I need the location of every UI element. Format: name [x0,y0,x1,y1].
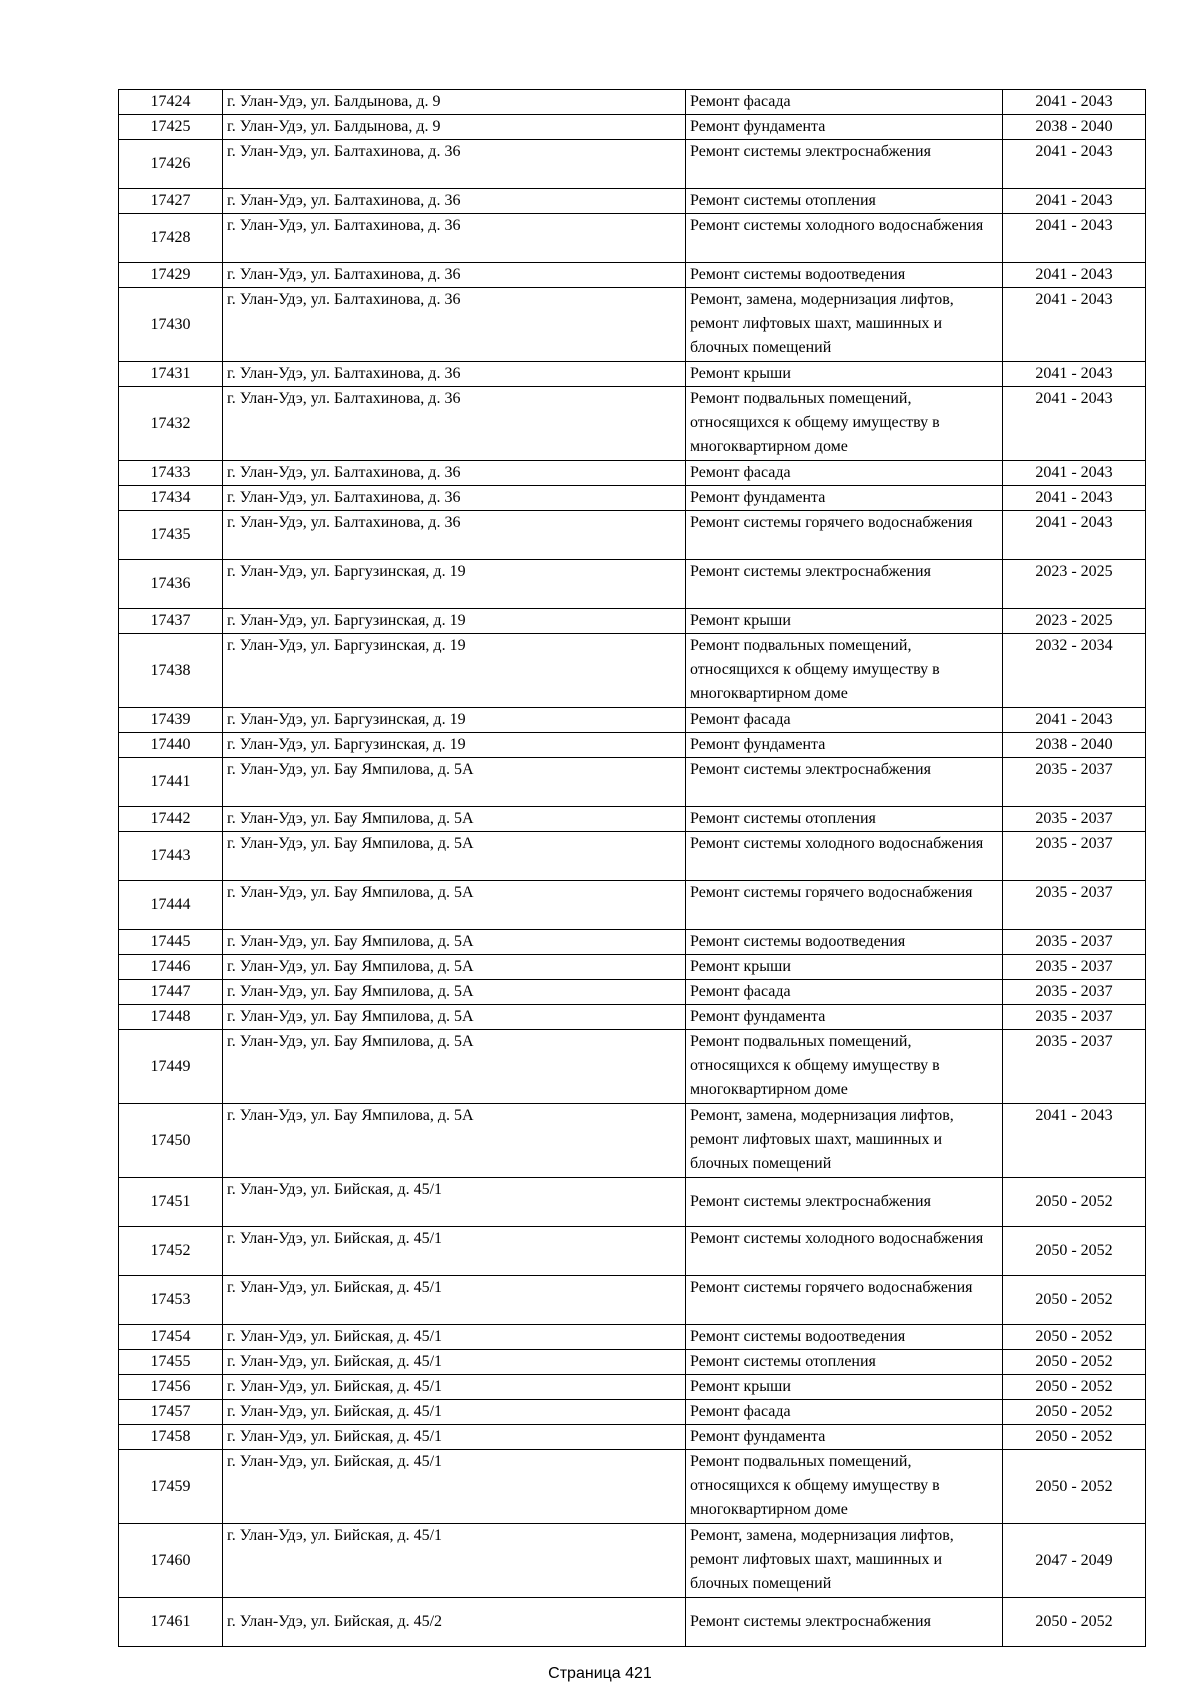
work-type-cell: Ремонт фасада [686,1400,1003,1425]
address-cell: г. Улан-Удэ, ул. Балтахинова, д. 36 [223,189,686,214]
work-type-cell: Ремонт системы отопления [686,1350,1003,1375]
row-number: 17426 [119,140,223,189]
work-type-cell: Ремонт системы горячего водоснабжения [686,881,1003,930]
row-number: 17459 [119,1450,223,1524]
period-cell: 2035 - 2037 [1003,758,1146,807]
work-type-cell: Ремонт системы холодного водоснабжения [686,832,1003,881]
row-number: 17438 [119,634,223,708]
row-number: 17461 [119,1598,223,1647]
row-number: 17455 [119,1350,223,1375]
work-type-cell: Ремонт фундамента [686,115,1003,140]
work-type-cell: Ремонт фасада [686,461,1003,486]
address-cell: г. Улан-Удэ, ул. Бийская, д. 45/1 [223,1400,686,1425]
work-type-cell: Ремонт системы отопления [686,807,1003,832]
row-number: 17425 [119,115,223,140]
row-number: 17427 [119,189,223,214]
row-number: 17454 [119,1325,223,1350]
row-number: 17434 [119,486,223,511]
page-number-footer: Страница 421 [548,1665,652,1682]
period-cell: 2050 - 2052 [1003,1400,1146,1425]
period-cell: 2035 - 2037 [1003,955,1146,980]
period-cell: 2041 - 2043 [1003,263,1146,288]
period-cell: 2050 - 2052 [1003,1350,1146,1375]
row-number: 17452 [119,1227,223,1276]
work-type-cell: Ремонт фундамента [686,1425,1003,1450]
period-cell: 2047 - 2049 [1003,1524,1146,1598]
row-number: 17451 [119,1178,223,1227]
address-cell: г. Улан-Удэ, ул. Баргузинская, д. 19 [223,733,686,758]
row-number: 17436 [119,560,223,609]
work-type-cell: Ремонт крыши [686,609,1003,634]
address-cell: г. Улан-Удэ, ул. Бийская, д. 45/1 [223,1375,686,1400]
period-cell: 2041 - 2043 [1003,461,1146,486]
address-cell: г. Улан-Удэ, ул. Бау Ямпилова, д. 5А [223,980,686,1005]
row-number: 17439 [119,708,223,733]
work-type-cell: Ремонт фундамента [686,1005,1003,1030]
period-cell: 2050 - 2052 [1003,1276,1146,1325]
work-type-cell: Ремонт фундамента [686,486,1003,511]
row-number: 17450 [119,1104,223,1178]
period-cell: 2038 - 2040 [1003,733,1146,758]
row-number: 17424 [119,90,223,115]
row-number: 17453 [119,1276,223,1325]
address-cell: г. Улан-Удэ, ул. Балдынова, д. 9 [223,90,686,115]
work-type-cell: Ремонт подвальных помещений, относящихся к общему имуществу в многоквартирном доме [686,634,1003,708]
period-cell: 2050 - 2052 [1003,1325,1146,1350]
work-type-cell: Ремонт крыши [686,362,1003,387]
address-cell: г. Улан-Удэ, ул. Бау Ямпилова, д. 5А [223,758,686,807]
row-number: 17432 [119,387,223,461]
row-number: 17446 [119,955,223,980]
row-number: 17458 [119,1425,223,1450]
period-cell: 2041 - 2043 [1003,708,1146,733]
address-cell: г. Улан-Удэ, ул. Бау Ямпилова, д. 5А [223,955,686,980]
address-cell: г. Улан-Удэ, ул. Балтахинова, д. 36 [223,486,686,511]
row-number: 17431 [119,362,223,387]
capital-repair-schedule-table [118,89,1146,1647]
address-cell: г. Улан-Удэ, ул. Бау Ямпилова, д. 5А [223,1030,686,1104]
address-cell: г. Улан-Удэ, ул. Бийская, д. 45/1 [223,1450,686,1524]
period-cell: 2041 - 2043 [1003,362,1146,387]
address-cell: г. Улан-Удэ, ул. Балтахинова, д. 36 [223,288,686,362]
address-cell: г. Улан-Удэ, ул. Балтахинова, д. 36 [223,214,686,263]
work-type-cell: Ремонт крыши [686,1375,1003,1400]
period-cell: 2032 - 2034 [1003,634,1146,708]
row-number: 17448 [119,1005,223,1030]
period-cell: 2050 - 2052 [1003,1425,1146,1450]
period-cell: 2035 - 2037 [1003,1030,1146,1104]
period-cell: 2041 - 2043 [1003,511,1146,560]
work-type-cell: Ремонт подвальных помещений, относящихся к общему имуществу в многоквартирном доме [686,387,1003,461]
work-type-cell: Ремонт, замена, модернизация лифтов, ремонт лифтовых шахт, машинных и блочных помещений [686,288,1003,362]
row-number: 17435 [119,511,223,560]
address-cell: г. Улан-Удэ, ул. Балтахинова, д. 36 [223,263,686,288]
period-cell: 2035 - 2037 [1003,1005,1146,1030]
work-type-cell: Ремонт системы электроснабжения [686,560,1003,609]
row-number: 17457 [119,1400,223,1425]
row-number: 17428 [119,214,223,263]
period-cell: 2041 - 2043 [1003,140,1146,189]
period-cell: 2035 - 2037 [1003,832,1146,881]
row-number: 17443 [119,832,223,881]
period-cell: 2041 - 2043 [1003,288,1146,362]
work-type-cell: Ремонт, замена, модернизация лифтов, ремонт лифтовых шахт, машинных и блочных помещений [686,1104,1003,1178]
address-cell: г. Улан-Удэ, ул. Баргузинская, д. 19 [223,708,686,733]
work-type-cell: Ремонт системы холодного водоснабжения [686,214,1003,263]
work-type-cell: Ремонт фасада [686,90,1003,115]
address-cell: г. Улан-Удэ, ул. Бийская, д. 45/2 [223,1598,686,1647]
period-cell: 2041 - 2043 [1003,189,1146,214]
row-number: 17430 [119,288,223,362]
period-cell: 2041 - 2043 [1003,387,1146,461]
period-cell: 2050 - 2052 [1003,1375,1146,1400]
address-cell: г. Улан-Удэ, ул. Бийская, д. 45/1 [223,1276,686,1325]
row-number: 17460 [119,1524,223,1598]
period-cell: 2035 - 2037 [1003,881,1146,930]
address-cell: г. Улан-Удэ, ул. Бау Ямпилова, д. 5А [223,832,686,881]
address-cell: г. Улан-Удэ, ул. Бау Ямпилова, д. 5А [223,1104,686,1178]
period-cell: 2050 - 2052 [1003,1227,1146,1276]
address-cell: г. Улан-Удэ, ул. Бийская, д. 45/1 [223,1178,686,1227]
period-cell: 2023 - 2025 [1003,560,1146,609]
row-number: 17442 [119,807,223,832]
address-cell: г. Улан-Удэ, ул. Бау Ямпилова, д. 5А [223,807,686,832]
work-type-cell: Ремонт подвальных помещений, относящихся к общему имуществу в многоквартирном доме [686,1450,1003,1524]
address-cell: г. Улан-Удэ, ул. Баргузинская, д. 19 [223,609,686,634]
address-cell: г. Улан-Удэ, ул. Бау Ямпилова, д. 5А [223,1005,686,1030]
period-cell: 2041 - 2043 [1003,1104,1146,1178]
address-cell: г. Улан-Удэ, ул. Бау Ямпилова, д. 5А [223,881,686,930]
work-type-cell: Ремонт системы водоотведения [686,263,1003,288]
period-cell: 2041 - 2043 [1003,90,1146,115]
address-cell: г. Улан-Удэ, ул. Бийская, д. 45/1 [223,1524,686,1598]
address-cell: г. Улан-Удэ, ул. Бийская, д. 45/1 [223,1350,686,1375]
work-type-cell: Ремонт фасада [686,708,1003,733]
work-type-cell: Ремонт системы водоотведения [686,930,1003,955]
work-type-cell: Ремонт системы холодного водоснабжения [686,1227,1003,1276]
address-cell: г. Улан-Удэ, ул. Бийская, д. 45/1 [223,1425,686,1450]
address-cell: г. Улан-Удэ, ул. Баргузинская, д. 19 [223,634,686,708]
row-number: 17445 [119,930,223,955]
row-number: 17447 [119,980,223,1005]
address-cell: г. Улан-Удэ, ул. Балтахинова, д. 36 [223,511,686,560]
address-cell: г. Улан-Удэ, ул. Баргузинская, д. 19 [223,560,686,609]
address-cell: г. Улан-Удэ, ул. Бийская, д. 45/1 [223,1227,686,1276]
address-cell: г. Улан-Удэ, ул. Балтахинова, д. 36 [223,362,686,387]
row-number: 17449 [119,1030,223,1104]
period-cell: 2023 - 2025 [1003,609,1146,634]
period-cell: 2038 - 2040 [1003,115,1146,140]
period-cell: 2041 - 2043 [1003,214,1146,263]
work-type-cell: Ремонт крыши [686,955,1003,980]
row-number: 17441 [119,758,223,807]
work-type-cell: Ремонт фундамента [686,733,1003,758]
address-cell: г. Улан-Удэ, ул. Балтахинова, д. 36 [223,140,686,189]
work-type-cell: Ремонт системы горячего водоснабжения [686,1276,1003,1325]
work-type-cell: Ремонт системы горячего водоснабжения [686,511,1003,560]
row-number: 17437 [119,609,223,634]
work-type-cell: Ремонт системы электроснабжения [686,1598,1003,1647]
period-cell: 2050 - 2052 [1003,1178,1146,1227]
address-cell: г. Улан-Удэ, ул. Бау Ямпилова, д. 5А [223,930,686,955]
work-type-cell: Ремонт фасада [686,980,1003,1005]
row-number: 17429 [119,263,223,288]
row-number: 17440 [119,733,223,758]
period-cell: 2035 - 2037 [1003,807,1146,832]
period-cell: 2050 - 2052 [1003,1598,1146,1647]
work-type-cell: Ремонт системы электроснабжения [686,1178,1003,1227]
address-cell: г. Улан-Удэ, ул. Бийская, д. 45/1 [223,1325,686,1350]
period-cell: 2035 - 2037 [1003,980,1146,1005]
work-type-cell: Ремонт, замена, модернизация лифтов, ремонт лифтовых шахт, машинных и блочных помещений [686,1524,1003,1598]
work-type-cell: Ремонт системы отопления [686,189,1003,214]
work-type-cell: Ремонт системы электроснабжения [686,140,1003,189]
period-cell: 2041 - 2043 [1003,486,1146,511]
row-number: 17433 [119,461,223,486]
period-cell: 2035 - 2037 [1003,930,1146,955]
work-type-cell: Ремонт системы электроснабжения [686,758,1003,807]
address-cell: г. Улан-Удэ, ул. Балтахинова, д. 36 [223,461,686,486]
work-type-cell: Ремонт системы водоотведения [686,1325,1003,1350]
row-number: 17444 [119,881,223,930]
work-type-cell: Ремонт подвальных помещений, относящихся к общему имуществу в многоквартирном доме [686,1030,1003,1104]
address-cell: г. Улан-Удэ, ул. Балтахинова, д. 36 [223,387,686,461]
address-cell: г. Улан-Удэ, ул. Балдынова, д. 9 [223,115,686,140]
period-cell: 2050 - 2052 [1003,1450,1146,1524]
row-number: 17456 [119,1375,223,1400]
